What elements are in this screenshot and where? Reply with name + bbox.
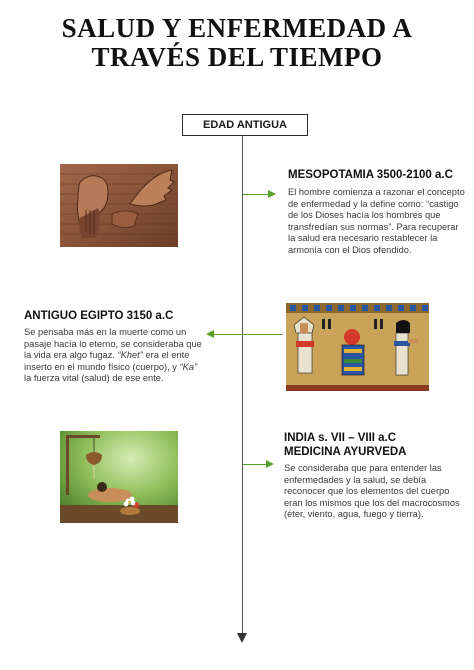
- india-ayurveda-image: [60, 431, 178, 523]
- india-title-line-2: MEDICINA AYURVEDA: [284, 446, 407, 458]
- india-connector: [243, 464, 267, 465]
- egipto-title: ANTIGUO EGIPTO 3150 a.C: [24, 310, 174, 322]
- mesopotamia-connector: [243, 194, 269, 195]
- egipto-ka-term: “Ka”: [179, 361, 198, 372]
- india-text: Se consideraba que para entender las enfermedades y la salud, se debía reconocer que los elementos del cuerpo eran los mismos que los del macrocosmos (éter, viento, agua, fuego y tierra).: [284, 463, 460, 520]
- egipto-text-part-2: era el ente inserto en el mundo físico (cuerpo), y: [24, 350, 190, 372]
- egipto-text: [24, 327, 204, 385]
- egipto-khet-term: “Khet”: [117, 350, 143, 361]
- title-line-2: TRAVÉS DEL TIEMPO: [91, 42, 383, 72]
- india-arrow-icon: [266, 460, 274, 468]
- page-title: [0, 14, 474, 72]
- timeline-line: [242, 135, 243, 635]
- mesopotamia-title: MESOPOTAMIA 3500-2100 a.C: [288, 169, 453, 181]
- india-title: [284, 431, 470, 459]
- era-label-box: EDAD ANTIGUA: [182, 114, 308, 136]
- india-title-line-1: INDIA s. VII – VIII a.C: [284, 432, 397, 444]
- mesopotamia-arrow-icon: [268, 190, 276, 198]
- egipto-papyrus-image: [286, 303, 429, 391]
- egipto-text-part-3: la fuerza vital (salud) de ese ente.: [24, 373, 164, 384]
- title-line-1: SALUD Y ENFERMEDAD A: [61, 13, 413, 43]
- egipto-connector: [213, 334, 283, 335]
- mesopotamia-text: El hombre comienza a razonar el concepto de enfermedad y la define como: “castigo de los Dioses hacía los hombres que transfredían sus normas”. Para recuperar la salud era necesario restablecer la armonía con el Dios ofendido.: [288, 187, 465, 255]
- timeline-arrow-down-icon: [237, 633, 247, 643]
- egipto-text-part-1: Se pensaba más en la muerte como un pasaje hacía lo eterno, se consideraba que la vida era algo fugaz.: [24, 327, 202, 361]
- mesopotamia-relief-image: [60, 164, 178, 247]
